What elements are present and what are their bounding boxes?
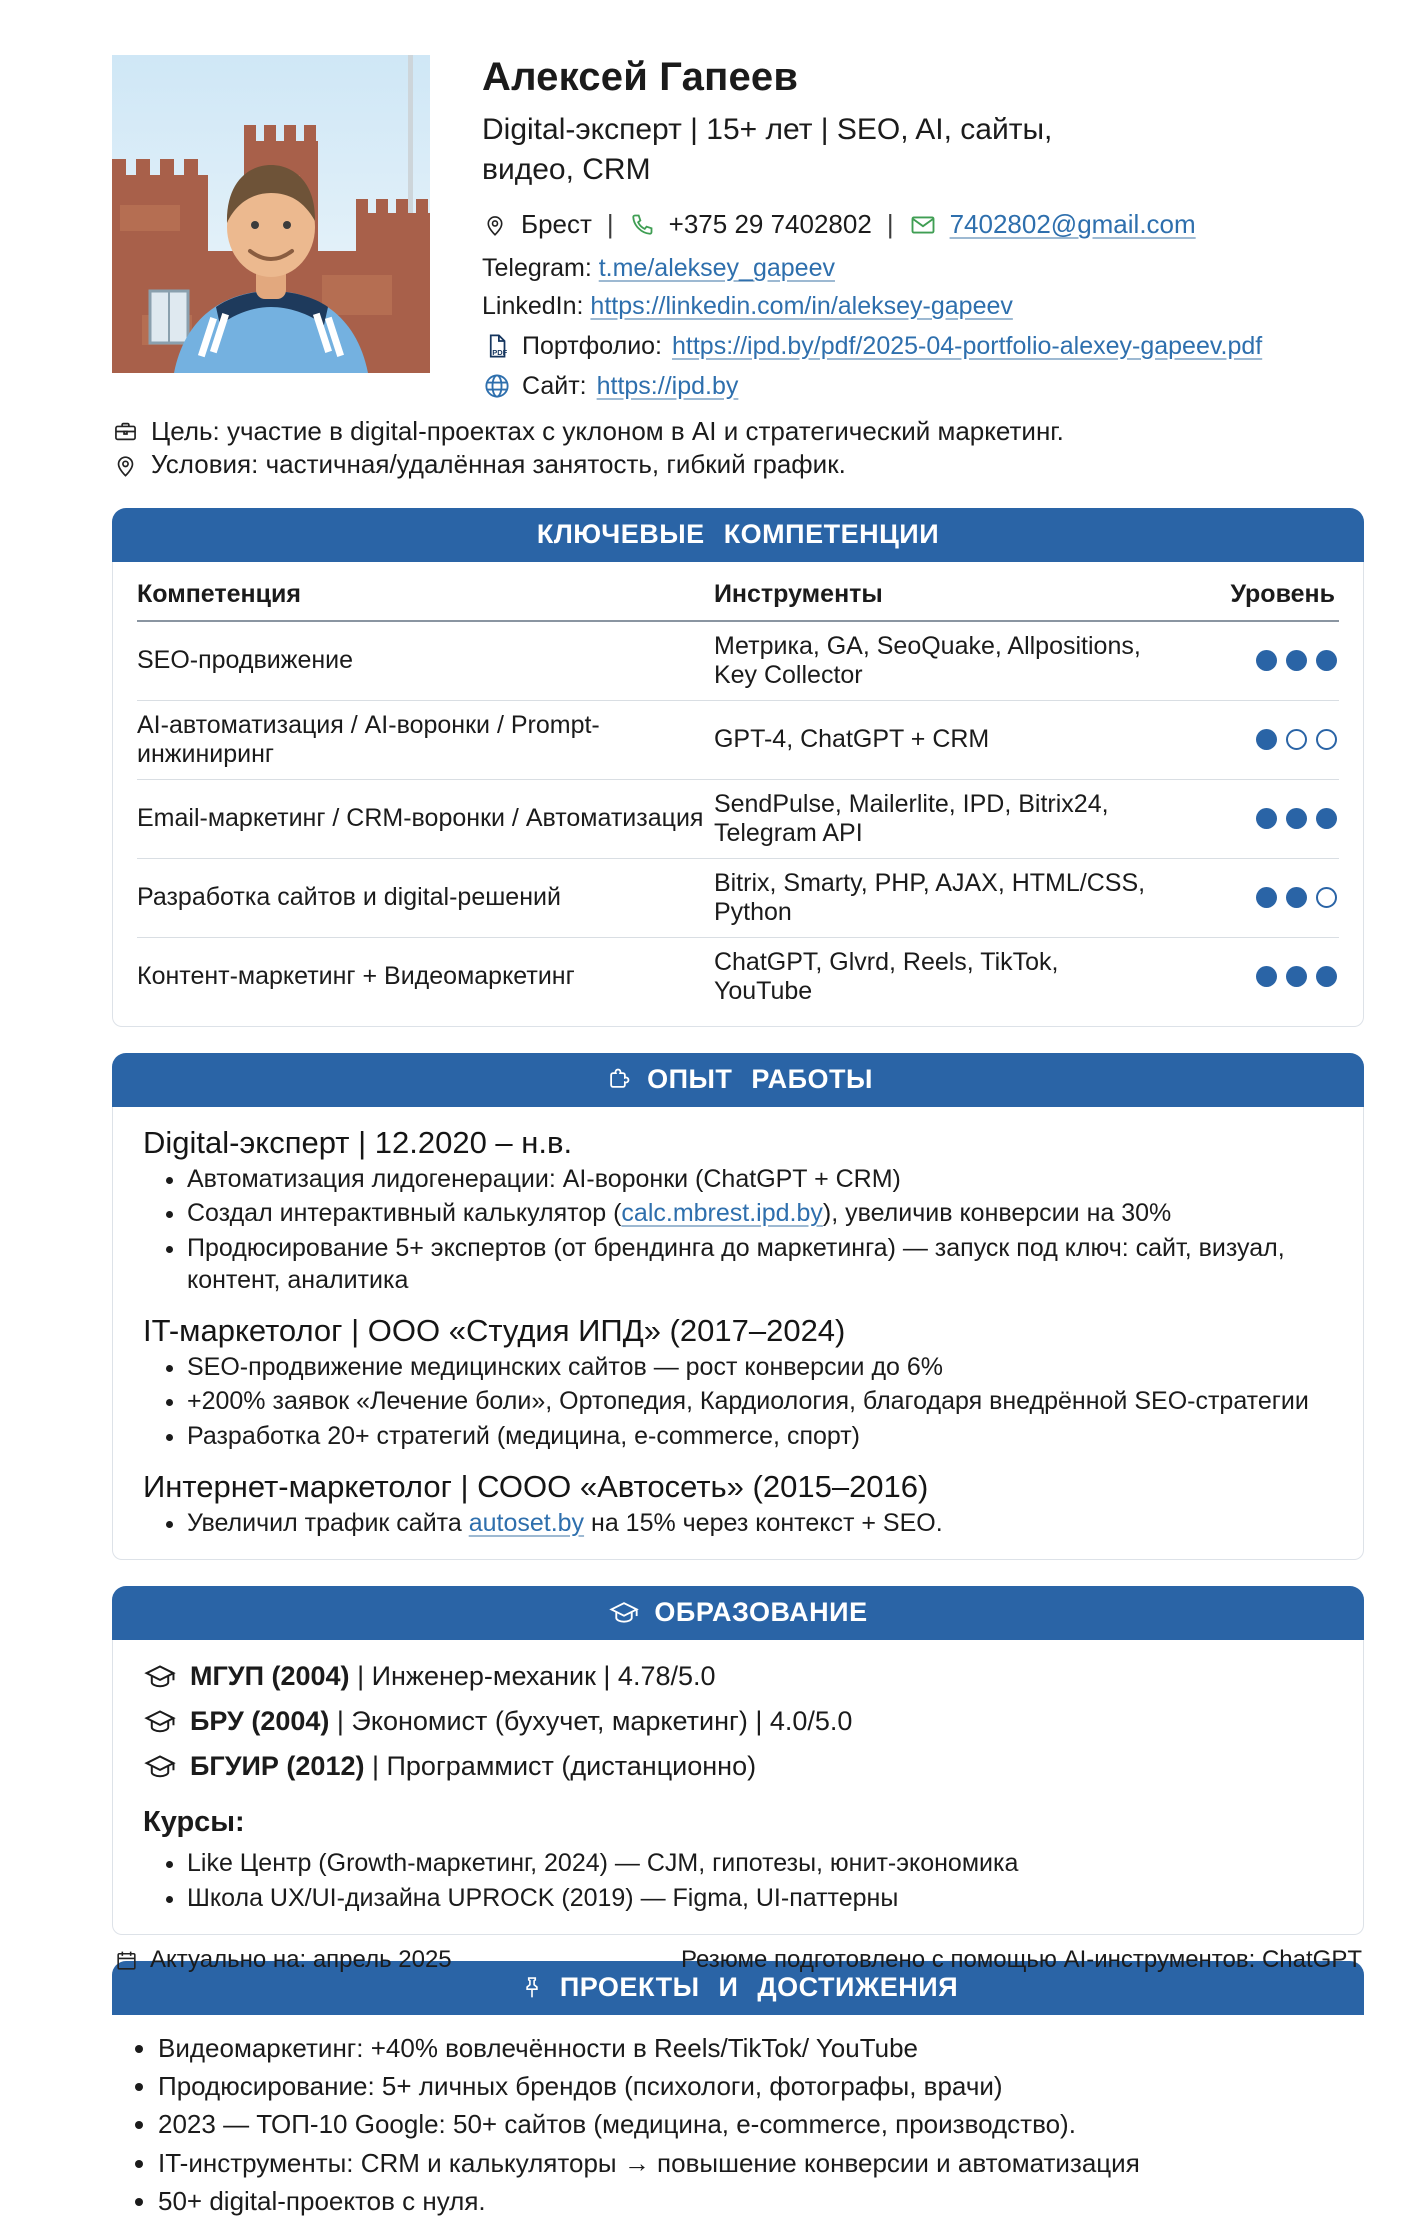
level-dot-filled [1316,808,1337,829]
education-school: МГУП (2004) [190,1661,350,1692]
competencies-body [112,562,1364,1027]
column-header-level: Уровень [1159,566,1339,621]
level-dots [1159,966,1339,987]
job-title: IT-маркетолог | ООО «Студия ИПД» (2017–2024) [143,1312,846,1348]
linkedin-label: LinkedIn: [482,292,584,321]
level-dot-empty [1316,887,1337,908]
table-row [137,700,1339,779]
job-bullet: • SEO-продвижение медицинских сайтов — рост конверсии до 6% [187,1352,1333,1384]
conditions-text: Условия: частичная/удалённая занятость, гибкий график. [151,449,846,480]
site-line [482,371,1364,401]
separator: | [606,209,614,240]
level-dot-filled [1286,966,1307,987]
puzzle-icon [603,1065,633,1095]
courses-list [187,1847,1333,1915]
experience-jobs [112,1107,1364,1560]
pushpin-icon [518,1974,546,2002]
mail-icon [909,211,937,239]
section-header-experience [112,1053,1364,1107]
job-bullet: • +200% заявок «Лечение боли», Ортопедия, Кардиология, благодаря внедрённой SEO-стратегии [187,1386,1333,1418]
job-title: Digital-эксперт | 12.2020 – н.в. [143,1124,573,1160]
project-bullet: • 50+ digital-проектов с нуля. [158,2185,1334,2218]
portfolio-link[interactable]: https://ipd.by/pdf/2025-04-portfolio-alexey-gapeev.pdf [672,331,1263,360]
job-bullets [187,1164,1333,1297]
level-dot-filled [1256,650,1277,671]
footer-date-text: Актуально на: апрель 2025 [150,1946,452,1973]
competency-name: Разработка сайтов и digital-решений [137,858,714,937]
profile-photo [112,55,430,373]
gradcap-icon [143,1750,177,1784]
section-title: ПРОЕКТЫ И ДОСТИЖЕНИЯ [559,1972,959,2003]
section-title: КЛЮЧЕВЫЕ КОМПЕТЕНЦИИ [536,519,940,550]
goal-text: Цель: участие в digital-проектах с уклоном в AI и стратегический маркетинг. [151,416,1064,447]
competency-tools: SendPulse, Mailerlite, IPD, Bitrix24, Telegram API [714,779,1159,858]
section-projects [112,1961,1364,2235]
education-items [143,1660,1333,1784]
competency-name: AI-автоматизация / AI-воронки / Prompt-инжиниринг [137,700,714,779]
competencies-tbody [137,621,1339,1016]
section-experience [112,1053,1364,1560]
footer-note: Резюме подготовлено с помощью AI-инструментов: ChatGPT [681,1946,1362,1973]
inline-link[interactable]: calc.mbrest.ipd.by [621,1199,823,1228]
level-dot-filled [1286,650,1307,671]
globe-icon [482,371,512,401]
projects-body [112,2015,1364,2235]
page-title: Алексей Гапеев [482,55,799,99]
level-dot-filled [1316,966,1337,987]
level-dot-empty [1286,729,1307,750]
telegram-link[interactable]: t.me/aleksey_gapeev [598,254,835,283]
level-dot-filled [1256,966,1277,987]
job-title: Интернет-маркетолог | СООО «Автосеть» (2015–2016) [143,1468,929,1504]
header [112,55,1364,401]
section-competencies [112,508,1364,1027]
level-dot-filled [1286,887,1307,908]
linkedin-link[interactable]: https://linkedin.com/in/aleksey-gapeev [590,292,1013,321]
level-dots [1159,887,1339,908]
header-info [482,55,1364,401]
table-row [137,621,1339,701]
goal-line [112,415,1364,448]
section-header-competencies [112,508,1364,562]
separator: | [886,209,894,240]
inline-link[interactable]: autoset.by [468,1508,585,1537]
competency-level [1159,621,1339,701]
column-header-tools: Инструменты [714,566,1159,621]
job-bullet: • Создал интерактивный калькулятор (calc.mbrest.ipd.by), увеличив конверсии на 30% [187,1198,1333,1230]
pin-icon [112,452,139,479]
competency-level [1159,858,1339,937]
competency-tools: Метрика, GA, SeoQuake, Allpositions, Key Collector [714,621,1159,701]
table-row [137,937,1339,1016]
section-title: ОПЫТ РАБОТЫ [647,1064,873,1095]
portfolio-line [482,331,1364,361]
linkedin-line [482,292,1364,321]
course-item: • Школа UX/UI-дизайна UPROCK (2019) — Figma, UI-паттерны [187,1882,1333,1915]
telegram-label: Telegram: [482,254,592,283]
contact-row [482,209,1364,240]
competency-level [1159,779,1339,858]
education-text: МГУП (2004) | Инженер-механик | 4.78/5.0 [190,1661,716,1692]
project-bullet: • Видеомаркетинг: +40% вовлечённости в Reels/TikTok/ YouTube [158,2032,1334,2065]
education-item [143,1660,1333,1694]
level-dot-filled [1286,808,1307,829]
location-icon [482,212,508,238]
pdf-badge-text: PDF [492,348,508,358]
briefcase-icon [112,418,139,445]
education-school: БГУИР (2012) [190,1751,365,1782]
footer [114,1946,1362,1974]
subtitle: Digital-эксперт | 15+ лет | SEO, AI, сайты, видео, CRM [482,113,1053,186]
project-bullet: • 2023 — ТОП-10 Google: 50+ сайтов (медицина, e-commerce, производство). [158,2108,1334,2141]
competency-tools: Bitrix, Smarty, PHP, AJAX, HTML/CSS, Python [714,858,1159,937]
gradcap-icon [143,1660,177,1694]
summary-block [112,415,1364,482]
courses-title: Курсы: [143,1805,245,1838]
level-dot-empty [1316,729,1337,750]
competency-name: Email-маркетинг / CRM-воронки / Автоматизация [137,779,714,858]
job-bullet: • Разработка 20+ стратегий (медицина, e-commerce, спорт) [187,1421,1333,1453]
level-dots [1159,650,1339,671]
competency-level [1159,937,1339,1016]
education-item [143,1750,1333,1784]
level-dot-filled [1256,808,1277,829]
project-bullet: • Продюсирование: 5+ личных брендов (психологи, фотографы, врачи) [158,2070,1334,2103]
competency-tools: ChatGPT, Glvrd, Reels, TikTok, YouTube [713,947,1059,1005]
section-title: ОБРАЗОВАНИЕ [654,1597,868,1628]
job-bullet: • Продюсирование 5+ экспертов (от брендинга до маркетинга) — запуск под ключ: сайт, визуал, контент, аналитика [187,1233,1333,1297]
phone-icon [629,211,656,238]
location-text: Брест [521,209,592,240]
education-item [143,1705,1333,1739]
level-dot-filled [1256,729,1277,750]
portfolio-label: Портфолио: [522,331,663,360]
competency-level [1159,700,1339,779]
phone-number: +375 29 7402802 [668,209,872,240]
gradcap-icon [608,1597,640,1629]
projects-list [158,2032,1334,2218]
competency-name: SEO-продвижение [137,621,714,701]
gradcap-icon [143,1705,177,1739]
site-link[interactable]: https://ipd.by [596,371,739,400]
level-dots [1159,808,1339,829]
footer-date [114,1946,452,1974]
competency-tools: GPT-4, ChatGPT + CRM [714,700,1159,779]
education-school: БРУ (2004) [190,1706,330,1737]
section-education [112,1586,1364,1935]
calendar-icon [114,1948,139,1973]
job-bullet: • Автоматизация лидогенерации: AI-воронки (ChatGPT + CRM) [187,1164,1333,1196]
job-bullets [187,1508,1333,1540]
telegram-line [482,254,1364,283]
competency-name: Контент-маркетинг + Видеомаркетинг [137,962,575,991]
pdf-icon [482,331,512,361]
column-header-skill: Компетенция [137,566,714,621]
course-item: • Like Центр (Growth-маркетинг, 2024) — CJM, гипотезы, юнит-экономика [187,1847,1333,1880]
job-bullets [187,1352,1333,1453]
education-text: БГУИР (2012) | Программист (дистанционно) [190,1751,757,1782]
competencies-table [137,566,1339,1016]
section-header-education [112,1586,1364,1640]
conditions-line [112,448,1364,481]
education-body [112,1640,1364,1935]
job-bullet: • Увеличил трафик сайта autoset.by на 15% через контекст + SEO. [187,1508,1333,1540]
table-row [137,779,1339,858]
level-dot-filled [1256,887,1277,908]
email-link[interactable]: 7402802@gmail.com [949,209,1196,240]
project-bullet: • IT-инструменты: CRM и калькуляторы → повышение конверсии и автоматизация [158,2147,1334,2180]
level-dot-filled [1316,650,1337,671]
level-dots [1159,729,1339,750]
site-label: Сайт: [522,371,587,400]
table-row [137,858,1339,937]
education-text: БРУ (2004) | Экономист (бухучет, маркетинг) | 4.0/5.0 [190,1706,853,1737]
